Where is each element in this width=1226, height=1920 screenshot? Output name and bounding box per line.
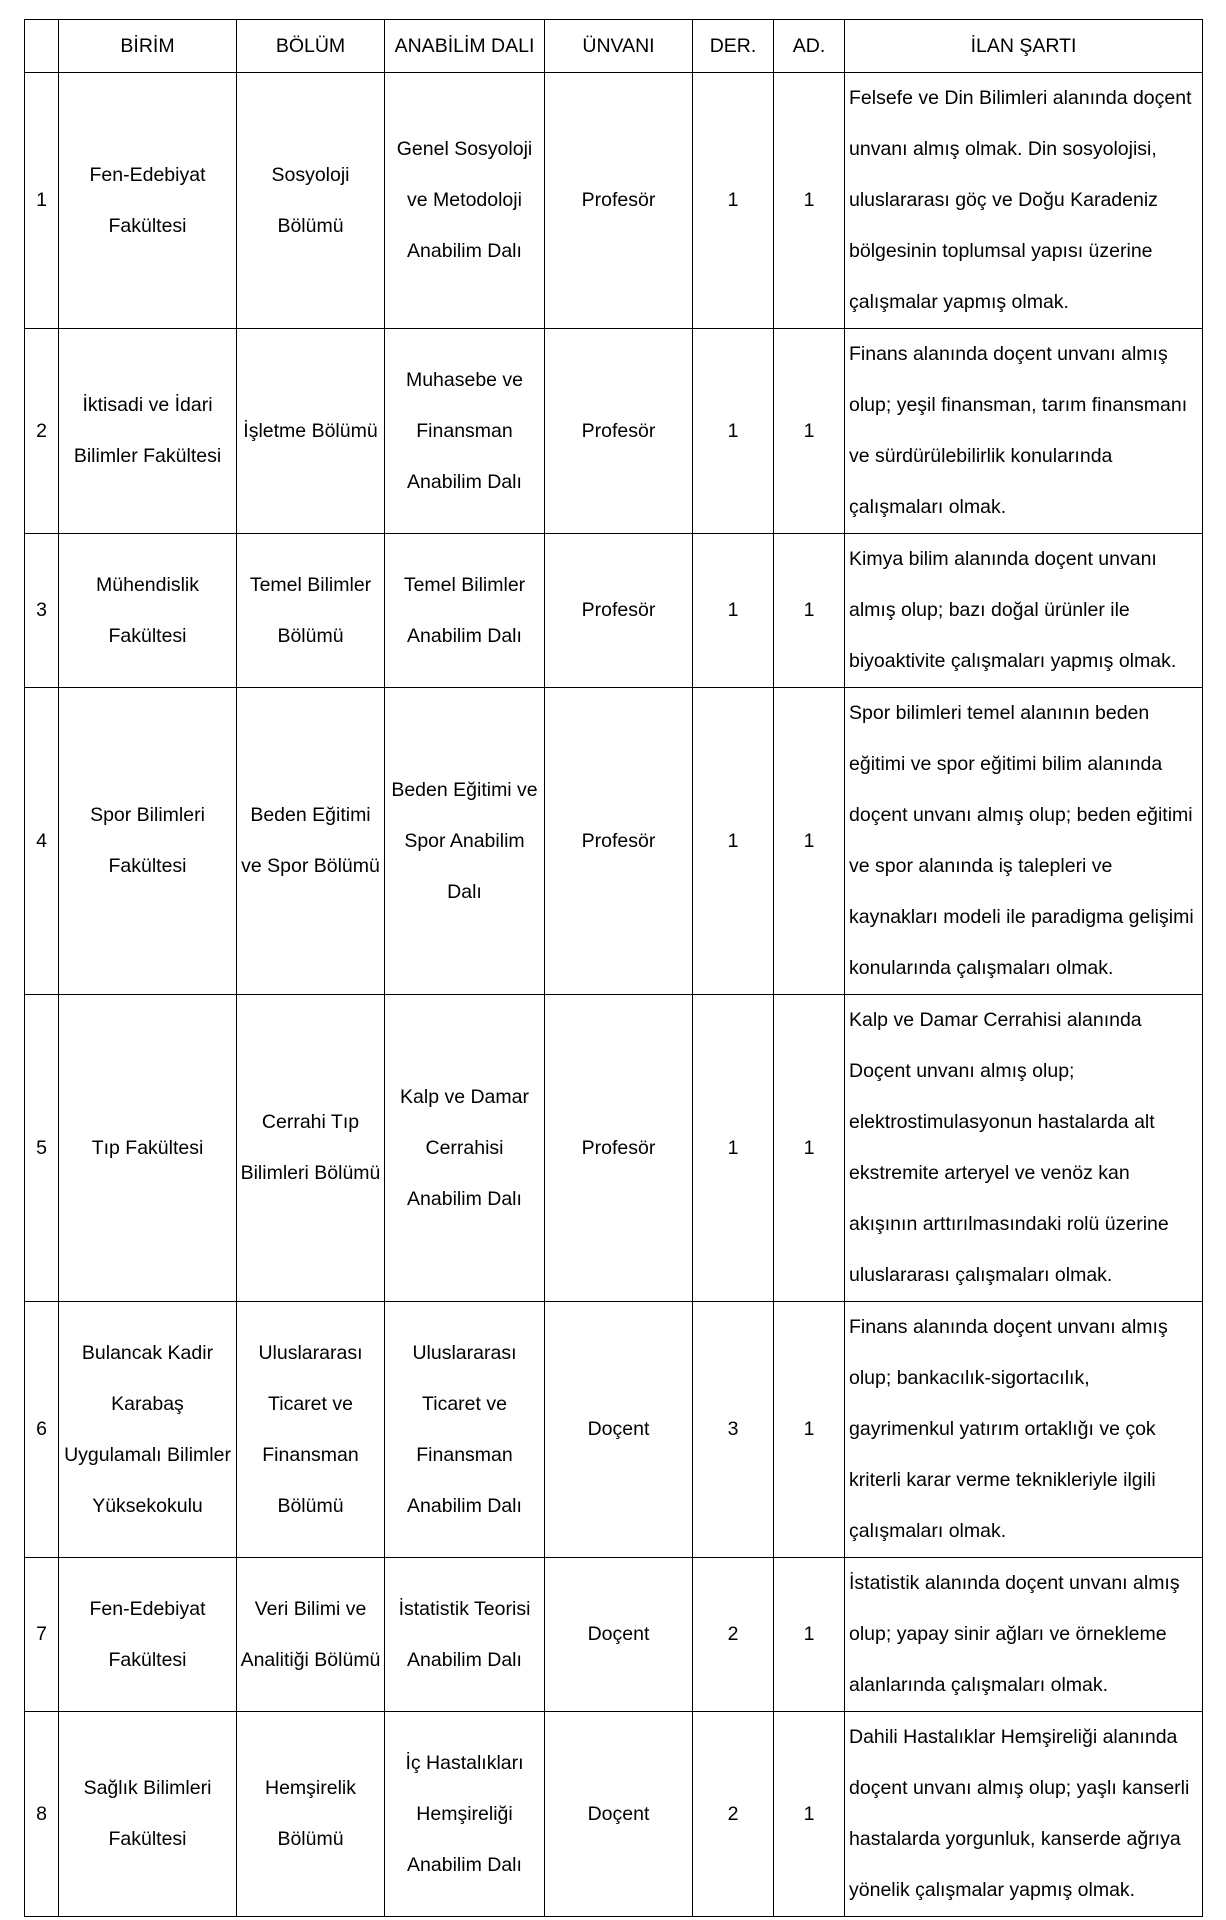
row-number: 5 — [25, 995, 59, 1302]
bolum-cell: Uluslararası Ticaret ve Finansman Bölümü — [237, 1302, 385, 1558]
header-no — [25, 20, 59, 73]
bolum-cell: Beden Eğitimi ve Spor Bölümü — [237, 688, 385, 995]
adet-cell: 1 — [774, 73, 845, 329]
ilan-sarti-cell: Kalp ve Damar Cerrahisi alanında Doçent unvanı almış olup; elektrostimulasyonun hastalarda alt ekstremite arteryel ve venöz kan akışının arttırılmasındaki rolü üzerine uluslararası çalışmaları olmak. — [845, 995, 1203, 1302]
anabilim-dali-cell: Uluslararası Ticaret ve Finansman Anabilim Dalı — [385, 1302, 545, 1558]
ilan-sarti-cell: Kimya bilim alanında doçent unvanı almış olup; bazı doğal ürünler ile biyoaktivite çalışmaları yapmış olmak. — [845, 534, 1203, 688]
derece-cell: 3 — [693, 1302, 774, 1558]
bolum-cell: Sosyoloji Bölümü — [237, 73, 385, 329]
derece-cell: 1 — [693, 995, 774, 1302]
derece-cell: 1 — [693, 73, 774, 329]
birim-cell: Fen-Edebiyat Fakültesi — [59, 1558, 237, 1712]
header-birim: BİRİM — [59, 20, 237, 73]
birim-cell: İktisadi ve İdari Bilimler Fakültesi — [59, 329, 237, 534]
unvan-cell: Profesör — [545, 534, 693, 688]
row-number: 6 — [25, 1302, 59, 1558]
unvan-cell: Profesör — [545, 329, 693, 534]
derece-cell: 1 — [693, 329, 774, 534]
adet-cell: 1 — [774, 329, 845, 534]
header-unvan: ÜNVANI — [545, 20, 693, 73]
row-number: 8 — [25, 1712, 59, 1917]
birim-cell: Bulancak Kadir Karabaş Uygulamalı Bilimler Yüksekokulu — [59, 1302, 237, 1558]
header-adet: AD. — [774, 20, 845, 73]
row-number: 7 — [25, 1558, 59, 1712]
table-row — [25, 534, 1203, 688]
bolum-cell: İşletme Bölümü — [237, 329, 385, 534]
table-row — [25, 1712, 1203, 1917]
row-number: 3 — [25, 534, 59, 688]
row-number: 1 — [25, 73, 59, 329]
adet-cell: 1 — [774, 995, 845, 1302]
position-announcement-table — [24, 19, 1203, 1917]
bolum-cell: Temel Bilimler Bölümü — [237, 534, 385, 688]
table-row — [25, 73, 1203, 329]
table-row — [25, 329, 1203, 534]
anabilim-dali-cell: Genel Sosyoloji ve Metodoloji Anabilim Dalı — [385, 73, 545, 329]
header-anabilim-dali: ANABİLİM DALI — [385, 20, 545, 73]
adet-cell: 1 — [774, 534, 845, 688]
table-row — [25, 688, 1203, 995]
unvan-cell: Profesör — [545, 73, 693, 329]
anabilim-dali-cell: Temel Bilimler Anabilim Dalı — [385, 534, 545, 688]
row-number: 4 — [25, 688, 59, 995]
ilan-sarti-cell: Finans alanında doçent unvanı almış olup; bankacılık-sigortacılık, gayrimenkul yatırım ortaklığı ve çok kriterli karar verme teknikleriyle ilgili çalışmaları olmak. — [845, 1302, 1203, 1558]
birim-cell: Sağlık Bilimleri Fakültesi — [59, 1712, 237, 1917]
header-bolum: BÖLÜM — [237, 20, 385, 73]
birim-cell: Mühendislik Fakültesi — [59, 534, 237, 688]
adet-cell: 1 — [774, 1712, 845, 1917]
birim-cell: Tıp Fakültesi — [59, 995, 237, 1302]
unvan-cell: Doçent — [545, 1558, 693, 1712]
bolum-cell: Veri Bilimi ve Analitiği Bölümü — [237, 1558, 385, 1712]
ilan-sarti-cell: İstatistik alanında doçent unvanı almış olup; yapay sinir ağları ve örnekleme alanlarında çalışmaları olmak. — [845, 1558, 1203, 1712]
ilan-sarti-cell: Finans alanında doçent unvanı almış olup; yeşil finansman, tarım finansmanı ve sürdürülebilirlik konularında çalışmaları olmak. — [845, 329, 1203, 534]
table-row — [25, 1558, 1203, 1712]
header-ilan-sarti: İLAN ŞARTI — [845, 20, 1203, 73]
row-number: 2 — [25, 329, 59, 534]
unvan-cell: Profesör — [545, 688, 693, 995]
birim-cell: Fen-Edebiyat Fakültesi — [59, 73, 237, 329]
ilan-sarti-cell: Felsefe ve Din Bilimleri alanında doçent unvanı almış olmak. Din sosyolojisi, uluslararası göç ve Doğu Karadeniz bölgesinin toplumsal yapısı üzerine çalışmalar yapmış olmak. — [845, 73, 1203, 329]
derece-cell: 1 — [693, 534, 774, 688]
anabilim-dali-cell: İç Hastalıkları Hemşireliği Anabilim Dalı — [385, 1712, 545, 1917]
table-row — [25, 995, 1203, 1302]
header-row — [25, 20, 1203, 73]
ilan-sarti-cell: Dahili Hastalıklar Hemşireliği alanında doçent unvanı almış olup; yaşlı kanserli hastalarda yorgunluk, kanserde ağrıya yönelik çalışmalar yapmış olmak. — [845, 1712, 1203, 1917]
header-derece: DER. — [693, 20, 774, 73]
table-row — [25, 1302, 1203, 1558]
anabilim-dali-cell: Kalp ve Damar Cerrahisi Anabilim Dalı — [385, 995, 545, 1302]
bolum-cell: Hemşirelik Bölümü — [237, 1712, 385, 1917]
birim-cell: Spor Bilimleri Fakültesi — [59, 688, 237, 995]
derece-cell: 2 — [693, 1558, 774, 1712]
ilan-sarti-cell: Spor bilimleri temel alanının beden eğitimi ve spor eğitimi bilim alanında doçent unvanı almış olup; beden eğitimi ve spor alanında iş talepleri ve kaynakları modeli ile paradigma gelişimi konularında çalışmaları olmak. — [845, 688, 1203, 995]
adet-cell: 1 — [774, 688, 845, 995]
anabilim-dali-cell: Muhasebe ve Finansman Anabilim Dalı — [385, 329, 545, 534]
unvan-cell: Profesör — [545, 995, 693, 1302]
derece-cell: 2 — [693, 1712, 774, 1917]
adet-cell: 1 — [774, 1558, 845, 1712]
adet-cell: 1 — [774, 1302, 845, 1558]
anabilim-dali-cell: İstatistik Teorisi Anabilim Dalı — [385, 1558, 545, 1712]
anabilim-dali-cell: Beden Eğitimi ve Spor Anabilim Dalı — [385, 688, 545, 995]
unvan-cell: Doçent — [545, 1302, 693, 1558]
bolum-cell: Cerrahi Tıp Bilimleri Bölümü — [237, 995, 385, 1302]
derece-cell: 1 — [693, 688, 774, 995]
unvan-cell: Doçent — [545, 1712, 693, 1917]
